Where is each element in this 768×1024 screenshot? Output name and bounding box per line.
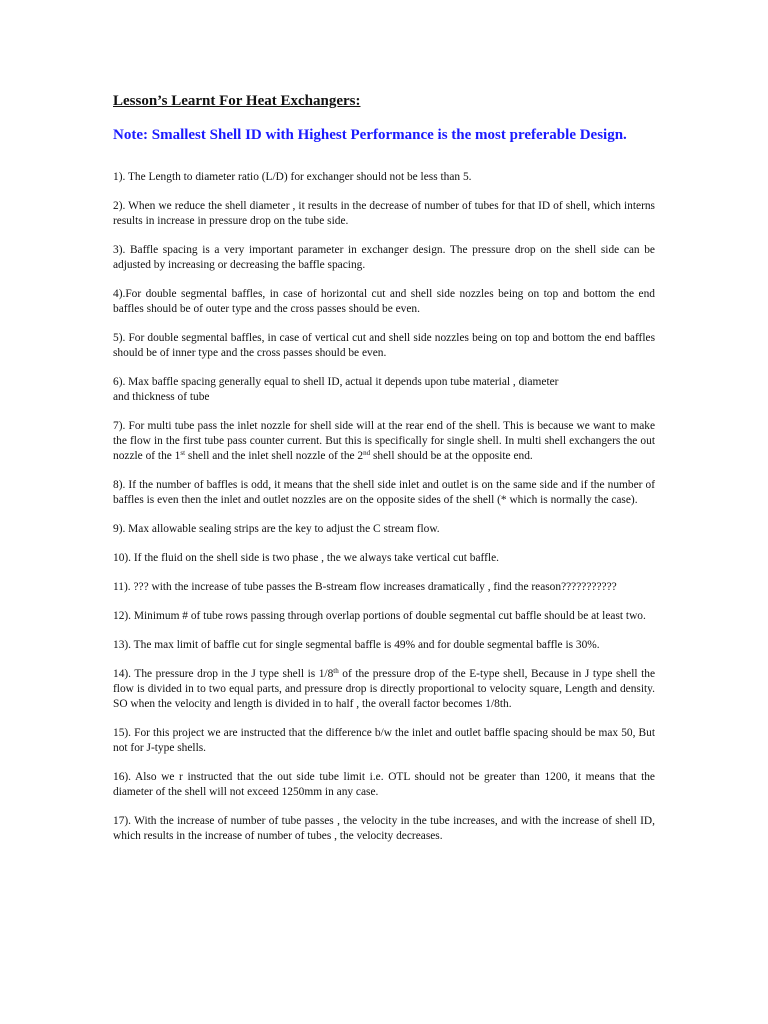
lesson-item-7-text-1: 7). For multi tube pass the inlet nozzle for shell side will at the rear end of the shell. This is because we want to make the flow in the first tube pass counter current. But this is specifically for single shell. In multi shell exchangers the out nozzle of the 1 bbox=[113, 420, 655, 462]
lesson-item-11: 11). ??? with the increase of tube passes the B-stream flow increases dramatically , find the reason??????????? bbox=[113, 581, 617, 593]
lesson-item-7-text-3: shell should be at the opposite end. bbox=[370, 450, 533, 462]
lesson-item-17: 17). With the increase of number of tube passes , the velocity in the tube increases, and with the increase of shell ID, which results in the increase of number of tubes , the velocity decreases. bbox=[113, 815, 655, 842]
lesson-item-12: 12). Minimum # of tube rows passing through overlap portions of double segmental cut baffle should be at least two. bbox=[113, 610, 646, 622]
lesson-item-7-sup-1: st bbox=[180, 449, 186, 457]
lesson-item-14-sup: th bbox=[333, 667, 339, 675]
lesson-item-13: 13). The max limit of baffle cut for single segmental baffle is 49% and for double segmental baffle is 30%. bbox=[113, 639, 600, 651]
lesson-item-7-text-2: shell and the inlet shell nozzle of the 2 bbox=[185, 450, 364, 462]
lesson-item-7-sup-2: nd bbox=[363, 449, 371, 457]
lesson-item-10: 10). If the fluid on the shell side is two phase , the we always take vertical cut baffle. bbox=[113, 552, 500, 564]
lesson-item-16: 16). Also we r instructed that the out side tube limit i.e. OTL should not be greater than 1200, it means that the diameter of the shell will not exceed 1250mm in any case. bbox=[113, 771, 655, 798]
lesson-item-8: 8). If the number of baffles is odd, it means that the shell side inlet and outlet is on the same side and if the number of baffles is even then the inlet and outlet nozzles are on the opposite sides of the shell (* which is normally the case). bbox=[113, 479, 655, 506]
lesson-item-6 bbox=[113, 375, 655, 405]
document-title: Lesson’s Learnt For Heat Exchangers: bbox=[113, 93, 361, 109]
lesson-item-6-line-1: 6). Max baffle spacing generally equal to shell ID, actual it depends upon tube material , diameter bbox=[113, 376, 559, 388]
document-page bbox=[113, 93, 655, 858]
lesson-item-4: 4).For double segmental baffles, in case of horizontal cut and shell side nozzles being on top and bottom the end baffles should be of outer type and the cross passes should be even. bbox=[113, 288, 655, 315]
lesson-item-14-text-2: of the pressure drop of the E-type shell, Because in J type shell the flow is divided in to two equal parts, and pressure drop is directly proportional to velocity square, Length and density. SO when the velocity and length is divided in to half , the overall factor becomes 1/8th. bbox=[113, 668, 655, 710]
design-note: Note: Smallest Shell ID with Highest Performance is the most preferable Design. bbox=[113, 127, 627, 143]
lesson-item-3: 3). Baffle spacing is a very important parameter in exchanger design. The pressure drop on the shell side can be adjusted by increasing or decreasing the baffle spacing. bbox=[113, 244, 655, 271]
lesson-item-14 bbox=[113, 667, 655, 712]
lesson-item-5: 5). For double segmental baffles, in case of vertical cut and shell side nozzles being on top and bottom the end baffles should be of inner type and the cross passes should be even. bbox=[113, 332, 655, 359]
lesson-item-7 bbox=[113, 419, 655, 464]
lesson-item-14-text-1: 14). The pressure drop in the J type shell is 1/8 bbox=[113, 668, 334, 680]
lesson-item-6-line-2: and thickness of tube bbox=[113, 391, 210, 403]
lesson-item-15: 15). For this project we are instructed that the difference b/w the inlet and outlet baffle spacing should be max 50, But not for J-type shells. bbox=[113, 727, 655, 754]
lesson-item-2: 2). When we reduce the shell diameter , it results in the decrease of number of tubes for that ID of shell, which interns results in increase in pressure drop on the tube side. bbox=[113, 200, 655, 227]
lesson-item-9: 9). Max allowable sealing strips are the key to adjust the C stream flow. bbox=[113, 523, 440, 535]
lesson-item-1: 1). The Length to diameter ratio (L/D) for exchanger should not be less than 5. bbox=[113, 171, 472, 183]
